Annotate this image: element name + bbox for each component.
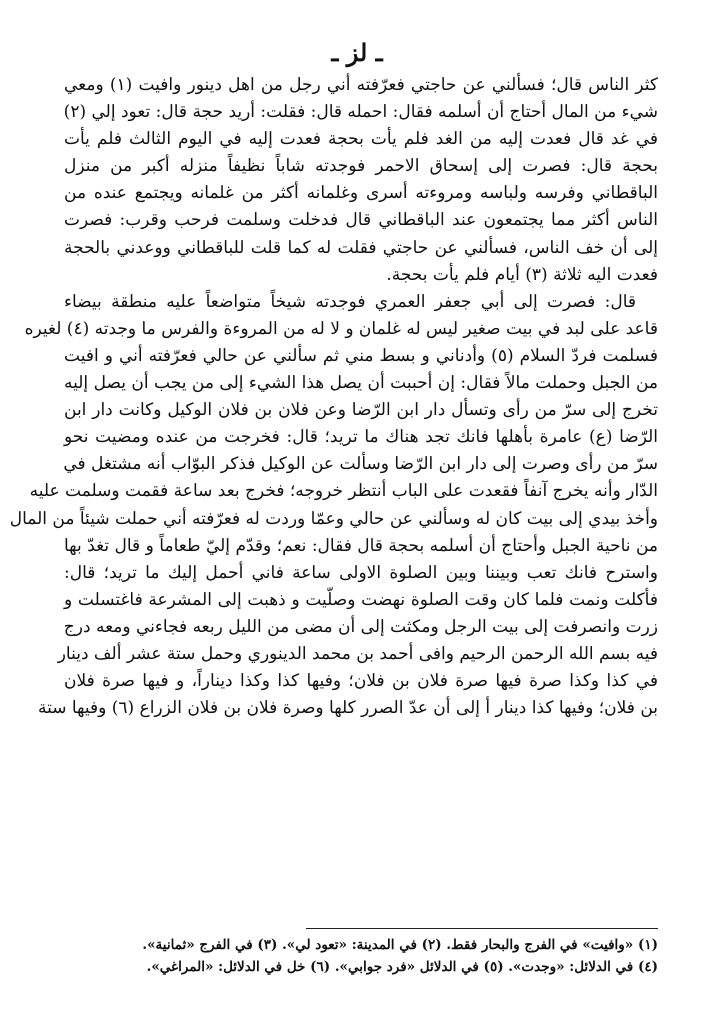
- text-line: من ناحية الجبل وأحتاج أن أسلمه بحجة قال فقال: نعم؛ وقدّم إليّ طعاماً و قال تغدّ بها: [64, 535, 658, 556]
- text-line: الباقطاني وفرسه ولباسه ومروءته أسرى وغلمانه أكثر من غلمانه ويجتمع عنده من: [64, 183, 658, 204]
- text-line: بن فلان؛ وفيها كذا دينار أ إلى أن عدّ الصرر كلها وصرة فلان بن فلان الزراع (٦) وفيها ستة: [37, 698, 658, 719]
- text-line: تخرج إلى سرّ من رأى وتسأل دار ابن الرّضا وعن فلان بن فلان الوكيل وكانت دار ابن: [64, 400, 658, 421]
- footnotes: [64, 934, 658, 978]
- text-line: شيء من المال أحتاج أن أسلمه فقال: احمله قال: فقلت: أريد حجة قال: تعود إلي (٢): [63, 102, 658, 123]
- text-line: فعدت اليه ثلاثة (٣) أيام فلم يأت بحجة.: [386, 264, 658, 285]
- text-line: الرّضا (ع) عامرة بأهلها فانك تجد هناك ما تريد؛ قال: فخرجت من عنده ومضيت نحو: [64, 427, 658, 448]
- footnote-divider: [306, 928, 658, 929]
- text-line: الناس أكثر مما يجتمعون عند الباقطاني قال فدخلت وسلمت فرحب وقرب: فصرت: [64, 210, 658, 231]
- text-line: في غد قال فعدت إليه من الغد فلم يأت بحجة فعدت إليه في اليوم الثالث فلم يأت: [64, 129, 658, 150]
- text-line: زرت وانصرفت إلى بيت الرجل ومكثت إلى أن مضى من الليل ربعه فجاءني ومعه درج: [63, 616, 658, 637]
- text-line: في كذا وكذا صرة فيها صرة فلان بن فلان؛ وفيها كذا وكذا ديناراً، و فيها صرة فلان: [64, 671, 658, 692]
- text-line: فيه بسم الله الرحمن الرحيم وافى أحمد بن محمد الدينوري وحمل ستة عشر ألف دينار: [57, 643, 658, 664]
- text-line: فسلمت فردّ السلام (٥) وأدناني و بسط مني ثم سألني عن حالي فعرّفته أني و افيت: [64, 345, 658, 366]
- text-line: وأخذ بيدي إلى بيت كان له وسألني عن حالي وعمّا وردت له فعرّفته أني حملت شيئاً من المال: [9, 508, 658, 529]
- main-text: [9, 72, 658, 722]
- footnote-line: (٤) في الدلائل: «وجدت». (٥) في الدلائل «فرد جوابي». (٦) خل في الدلائل: «المراغي».: [146, 959, 658, 975]
- text-line: سرّ من رأى وصرت إلى دار ابن الرّضا وسألت عن الوكيل فذكر البوّاب أنه مشتغل في: [63, 454, 658, 475]
- text-line: قاعد على لبد في بيت صغير ليس له غلمان و لا له من المروءة والفرس ما وجدته (٤) لغيره: [24, 318, 658, 339]
- text-line: قال: فصرت إلى أبي جعفر العمري فوجدته شيخاً متواضعاً عليه منطقة بيضاء: [64, 291, 636, 312]
- page-number: ـ لز ـ: [331, 38, 383, 67]
- footnote-line: (١) «وافيت» في الفرج والبحار فقط. (٢) في المدينة: «تعود لي». (٣) في الفرج «ثمانية».: [142, 937, 658, 953]
- text-line: بحجة قال: فصرت إلى إسحاق الاحمر فوجدته شاباً نظيفاً منزله أكبر من منزل: [64, 156, 658, 177]
- text-line: كثر الناس قال؛ فسألني عن حاجتي فعرّفته أني رجل من اهل دينور وافيت (١) ومعي: [64, 75, 658, 95]
- text-line: فأكلت ونمت فلما كان وقت الصلوة نهضت وصلّيت و ذهبت إلى المشرعة فاغتسلت و: [64, 589, 658, 610]
- text-line: إلى أن خف الناس، فسألني عن حاجتي فقلت له كما قلت للباقطاني ووعدني بالحجة: [64, 237, 658, 258]
- text-line: الدّار وأنه يخرج آنفاً فقعدت على الباب أنتظر خروجه؛ فخرج بعد ساعة فقمت وسلمت عليه: [29, 481, 658, 502]
- text-line: واسترح فانك تعب وبيننا وبين الصلوة الاولى ساعة فاني أحمل إليك ما تريد؛ قال:: [64, 562, 658, 583]
- text-line: من الجبل وحملت مالاً فقال: إن أحببت أن يصل هذا الشيء إلى من يجب أن يصل إليه: [64, 373, 658, 394]
